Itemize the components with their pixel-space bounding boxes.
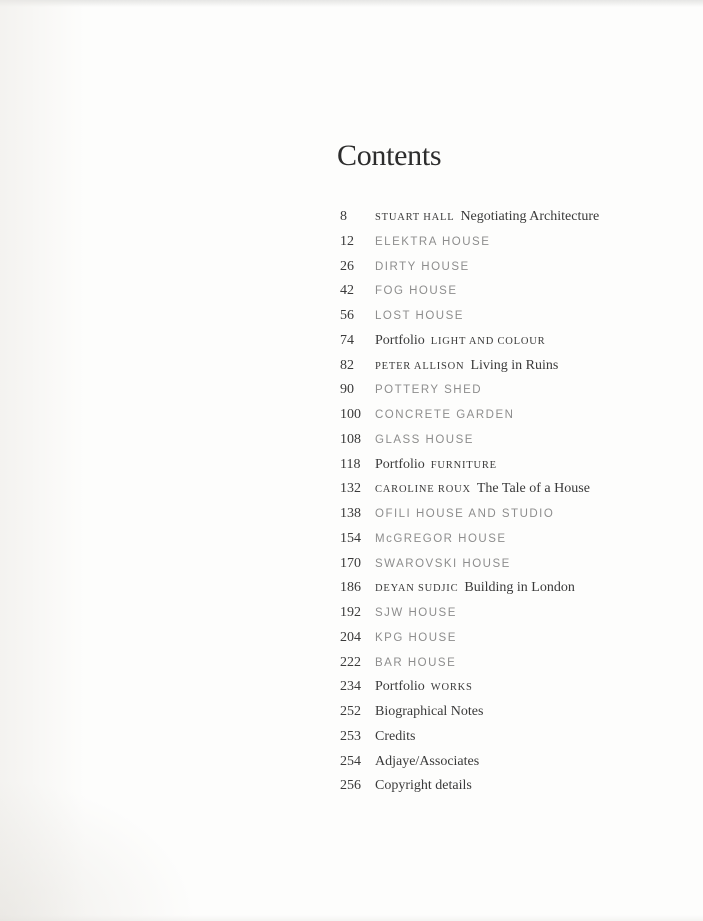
toc-essay-title: The Tale of a House: [476, 481, 590, 497]
toc-back-matter-title: Biographical Notes: [375, 704, 484, 719]
toc-page-number: 234: [340, 679, 361, 695]
toc-entry-label: [375, 529, 680, 547]
toc-page-number: 170: [340, 555, 361, 571]
toc-project-title: McGREGOR HOUSE: [375, 532, 507, 545]
toc-portfolio-label: Portfolio: [375, 332, 425, 348]
toc-back-matter-title: Copyright details: [375, 778, 472, 794]
toc-page-number: 56: [340, 308, 354, 323]
toc-project-title: KPG HOUSE: [375, 631, 457, 644]
toc-list: [340, 207, 680, 801]
toc-project-title: FOG HOUSE: [375, 285, 458, 298]
toc-back-matter-title: Adjaye/Associates: [375, 753, 480, 769]
toc-project-title: DIRTY HOUSE: [375, 260, 470, 273]
toc-entry-label: [375, 331, 680, 349]
toc-page-number: 132: [340, 481, 361, 497]
toc-entry: [340, 727, 680, 752]
toc-page-number: 252: [340, 704, 361, 719]
toc-entry: [340, 281, 680, 306]
toc-page-number: 256: [340, 778, 361, 794]
toc-entry-label: [375, 380, 680, 398]
toc-project-title: POTTERY SHED: [375, 384, 483, 397]
toc-essay-title: Living in Ruins: [470, 357, 559, 373]
toc-project-title: LOST HOUSE: [375, 310, 464, 322]
toc-entry: [340, 628, 680, 653]
toc-entry-label: [375, 232, 680, 250]
toc-project-title: ELEKTRA HOUSE: [375, 235, 491, 248]
toc-project-title: SJW HOUSE: [375, 607, 457, 619]
toc-page-number: 42: [340, 283, 354, 299]
toc-entry: [340, 405, 680, 430]
toc-back-matter-title: Credits: [375, 728, 416, 744]
toc-portfolio-label: Portfolio: [375, 456, 425, 472]
toc-entry: [340, 752, 680, 777]
toc-portfolio-subtitle: WORKS: [430, 682, 473, 694]
toc-entry: [340, 677, 680, 702]
toc-entry: [340, 653, 680, 678]
toc-page-number: 154: [340, 530, 361, 546]
toc-page-number: 186: [340, 580, 361, 596]
toc-page-number: 138: [340, 506, 361, 521]
toc-entry-label: [375, 653, 680, 671]
toc-author-smallcaps: STUART HALL: [375, 212, 455, 223]
toc-entry-label: [375, 405, 680, 423]
toc-entry: [340, 504, 680, 529]
toc-page-number: 192: [340, 605, 361, 620]
toc-entry: [340, 232, 680, 257]
toc-entry-label: [375, 702, 680, 720]
toc-entry-label: [375, 430, 680, 448]
toc-entry: [340, 257, 680, 282]
toc-entry-label: [375, 455, 680, 473]
toc-entry: [340, 776, 680, 801]
toc-author-smallcaps: PETER ALLISON: [375, 360, 465, 372]
toc-entry-label: [375, 356, 680, 374]
toc-entry-label: [375, 727, 680, 745]
toc-entry-label: [375, 281, 680, 299]
toc-entry-label: [375, 752, 680, 770]
toc-page-number: 118: [340, 456, 361, 472]
toc-entry: [340, 207, 680, 232]
toc-entry-label: [375, 257, 680, 275]
toc-page-number: 254: [340, 753, 361, 769]
toc-entry-label: [375, 677, 680, 695]
toc-entry: [340, 554, 680, 579]
toc-entry: [340, 331, 680, 356]
toc-entry: [340, 356, 680, 381]
toc-essay-title: Negotiating Architecture: [460, 209, 600, 224]
toc-entry: [340, 702, 680, 727]
toc-project-title: BAR HOUSE: [375, 656, 457, 669]
toc-entry-label: [375, 504, 680, 522]
toc-entry: [340, 603, 680, 628]
toc-project-title: CONCRETE GARDEN: [375, 409, 515, 421]
toc-entry-label: [375, 479, 680, 497]
toc-portfolio-subtitle: LIGHT AND COLOUR: [430, 335, 546, 347]
toc-portfolio-label: Portfolio: [375, 679, 425, 695]
toc-page-number: 204: [340, 629, 361, 645]
toc-entry-label: [375, 603, 680, 621]
toc-entry-label: [375, 554, 680, 572]
page-title: Contents: [337, 139, 442, 172]
toc-page-number: 253: [340, 728, 361, 744]
toc-entry: [340, 430, 680, 455]
toc-project-title: SWAROVSKI HOUSE: [375, 557, 511, 570]
toc-entry-label: [375, 578, 680, 596]
toc-page-number: 8: [340, 209, 347, 224]
toc-page-number: 90: [340, 382, 354, 398]
toc-entry: [340, 306, 680, 331]
toc-essay-title: Building in London: [464, 580, 575, 596]
toc-page-number: 26: [340, 258, 354, 274]
toc-page-number: 100: [340, 407, 361, 422]
toc-project-title: OFILI HOUSE AND STUDIO: [375, 508, 555, 520]
toc-page-number: 222: [340, 654, 361, 670]
toc-project-title: GLASS HOUSE: [375, 433, 474, 446]
toc-entry-label: [375, 628, 680, 646]
toc-page-number: 12: [340, 233, 354, 249]
toc-author-smallcaps: DEYAN SUDJIC: [375, 583, 459, 595]
toc-entry-label: [375, 207, 680, 225]
toc-entry: [340, 529, 680, 554]
toc-page-number: 74: [340, 332, 354, 348]
toc-portfolio-subtitle: FURNITURE: [430, 459, 497, 471]
toc-entry: [340, 380, 680, 405]
toc-entry-label: [375, 306, 680, 324]
toc-entry: [340, 479, 680, 504]
toc-page-number: 82: [340, 357, 354, 373]
toc-entry: [340, 455, 680, 480]
toc-entry: [340, 578, 680, 603]
toc-entry-label: [375, 776, 680, 794]
toc-author-smallcaps: CAROLINE ROUX: [375, 484, 471, 496]
toc-page-number: 108: [340, 431, 361, 447]
